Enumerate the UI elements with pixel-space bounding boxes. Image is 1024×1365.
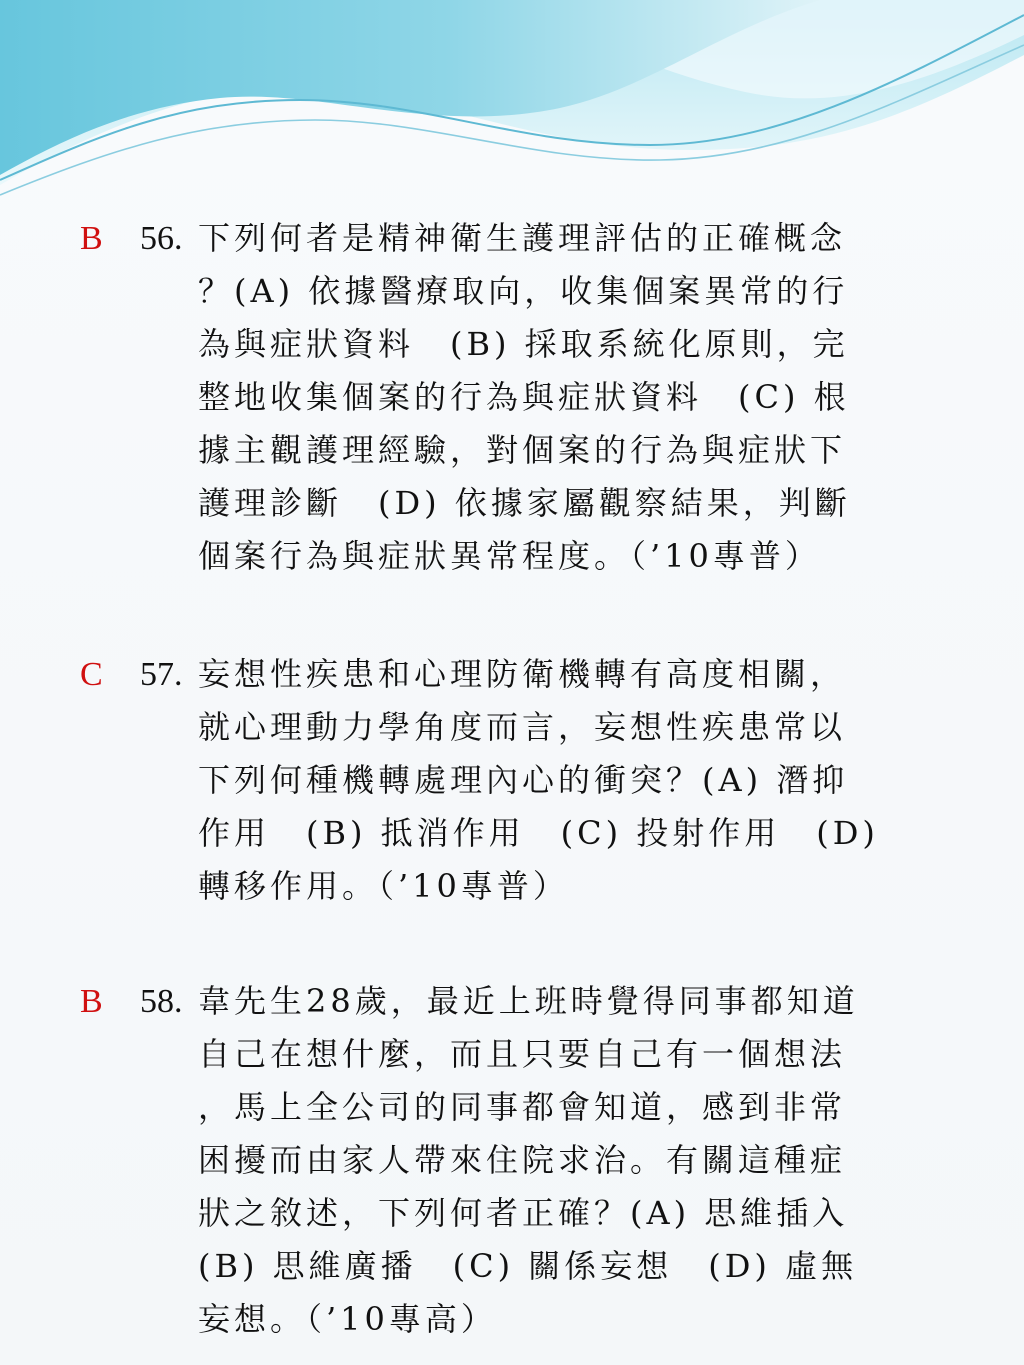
question-line: 韋先生28歲，最近上班時覺得同事都知道 [198, 982, 859, 1020]
question-line: (B) 思維廣播 (C) 關係妄想 (D) 虛無 [198, 1247, 858, 1285]
question-line: 自己在想什麼，而且只要自己有一個想法 [198, 1035, 847, 1073]
question-line: 困擾而由家人帶來住院求治。有關這種症 [198, 1141, 847, 1179]
question-line: 妄想。（’10專高） [198, 1300, 497, 1338]
question-text [198, 212, 898, 583]
question-line: 為與症狀資料 (B) 採取系統化原則，完 [198, 325, 849, 363]
question-line: 下列何種機轉處理內心的衝突？(A) 潛抑 [198, 761, 849, 799]
question-line: 下列何者是精神衛生護理評估的正確概念 [198, 219, 847, 257]
question-line: 據主觀護理經驗，對個案的行為與症狀下 [198, 431, 847, 469]
answer-letter: B [80, 220, 103, 257]
question-number: 56. [140, 220, 183, 257]
question-line: 轉移作用。（’10專普） [198, 867, 569, 905]
question-line: 狀之敘述，下列何者正確？(A) 思維插入 [198, 1194, 849, 1232]
decorative-wave-header [0, 0, 1024, 210]
question-text [198, 648, 898, 913]
question-number: 57. [140, 656, 183, 693]
question-line: 作用 (B) 抵消作用 (C) 投射作用 (D) [198, 814, 879, 852]
question-line: 妄想性疾患和心理防衛機轉有高度相關， [198, 655, 847, 693]
question-number: 58. [140, 983, 183, 1020]
answer-letter: B [80, 983, 103, 1020]
question-text [198, 975, 898, 1346]
question-line: 就心理動力學角度而言，妄想性疾患常以 [198, 708, 847, 746]
question-line: 個案行為與症狀異常程度。（’10專普） [198, 537, 821, 575]
question-line: 護理診斷 (D) 依據家屬觀察結果，判斷 [198, 484, 851, 522]
question-line: ？(A) 依據醫療取向，收集個案異常的行 [198, 272, 849, 310]
question-line: 整地收集個案的行為與症狀資料 (C) 根 [198, 378, 850, 416]
answer-letter: C [80, 656, 103, 693]
question-line: ，馬上全公司的同事都會知道，感到非常 [198, 1088, 847, 1126]
